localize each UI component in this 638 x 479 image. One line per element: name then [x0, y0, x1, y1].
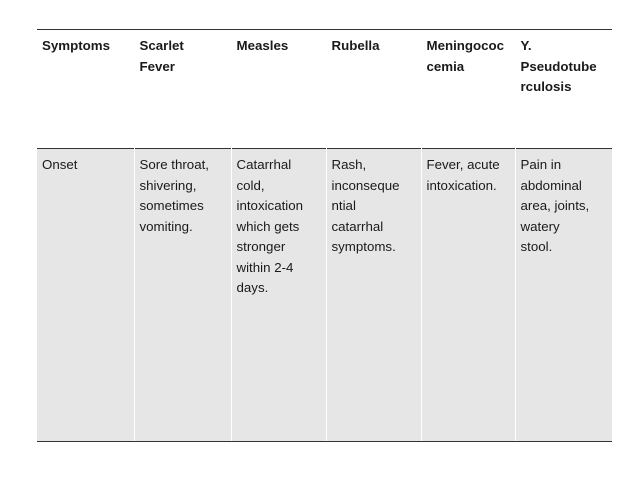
table-cell-meningococcemia	[421, 149, 515, 442]
cell-text: Pain in abdominal area, joints, watery stool.	[520, 157, 590, 254]
header-text: Measles	[236, 38, 289, 53]
cell-text: Sore throat, shivering, sometimes vomiting.	[139, 157, 209, 234]
table-row-onset	[37, 149, 612, 442]
table-cell-scarlet-fever	[134, 149, 231, 442]
header-cell-measles	[231, 30, 326, 149]
cell-text: Onset	[42, 157, 78, 172]
cell-text: Fever, acute intoxication.	[426, 157, 500, 193]
table-cell-measles	[231, 149, 326, 442]
table-cell-rubella	[326, 149, 421, 442]
header-text: Meningococ cemia	[426, 38, 505, 74]
symptoms-comparison-table-container	[37, 29, 612, 442]
cell-text: Rash, inconseque ntial catarrhal symptoms.	[331, 157, 400, 254]
row-label-cell	[37, 149, 134, 442]
header-cell-meningococcemia	[421, 30, 515, 149]
header-cell-symptoms	[37, 30, 134, 149]
header-cell-rubella	[326, 30, 421, 149]
header-text: Symptoms	[42, 38, 110, 53]
header-text: Y. Pseudotube rculosis	[520, 38, 597, 94]
symptoms-comparison-table	[37, 29, 612, 442]
header-cell-scarlet-fever	[134, 30, 231, 149]
header-text: Scarlet Fever	[139, 38, 184, 74]
header-text: Rubella	[331, 38, 380, 53]
table-cell-pseudotuberculosis	[515, 149, 612, 442]
cell-text: Catarrhal cold, intoxication which gets stronger within 2-4 days.	[236, 157, 304, 295]
header-cell-pseudotuberculosis	[515, 30, 612, 149]
table-header-row	[37, 30, 612, 149]
